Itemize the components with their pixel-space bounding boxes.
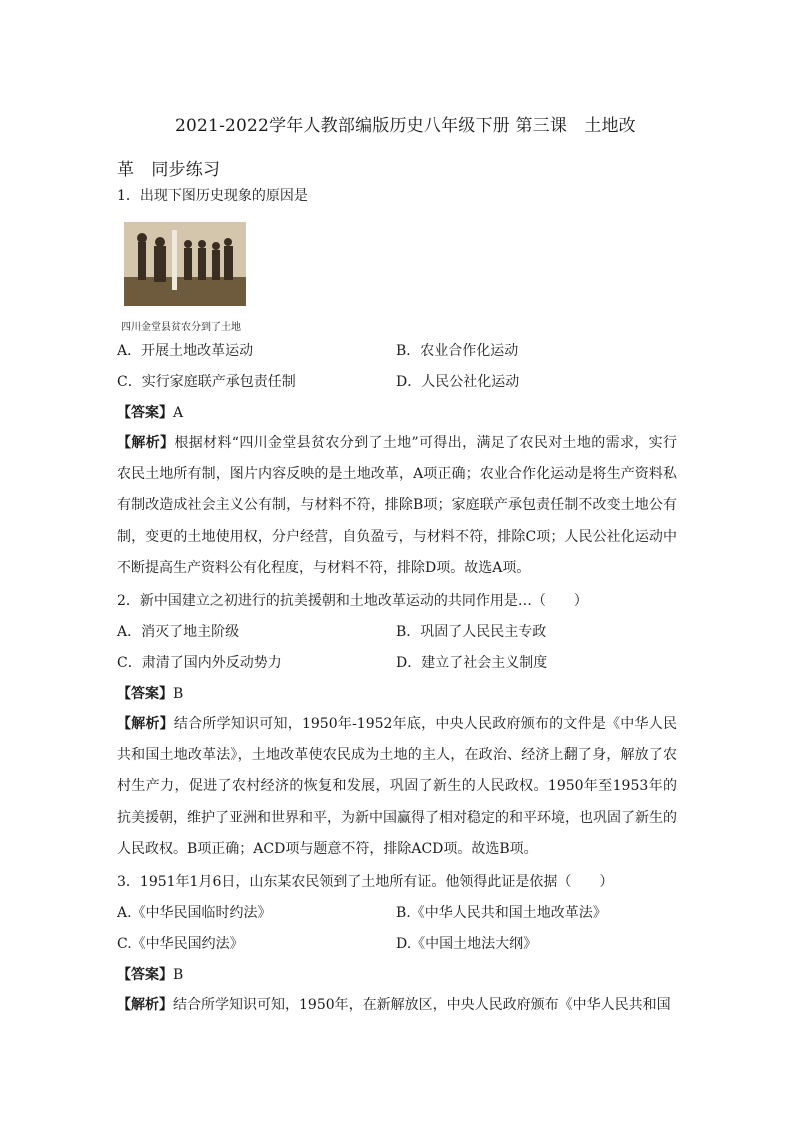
title-line-2: 革 同步练习 [117,160,221,180]
q2-option-a: A．消灭了地主阶级 [117,624,240,640]
q2-option-d: D．建立了社会主义制度 [396,655,548,671]
q2-option-b: B．巩固了人民民主专政 [396,624,547,640]
question-1-stem: 1．出现下图历史现象的原因是 [117,188,308,204]
analysis-label: 【解析】 [117,716,174,732]
q3-option-a: A.《中华民国临时约法》 [117,905,272,921]
q1-option-a: A．开展土地改革运动 [117,343,254,359]
q3-analysis [117,990,677,1021]
document-title [117,104,677,192]
analysis-label: 【解析】 [117,435,175,451]
answer-label: 【答案】 [117,686,173,702]
q1-analysis [117,428,677,584]
q2-option-c: C．肃清了国内外反动势力 [117,655,282,671]
title-line-1: 2021-2022学年人教部编版历史八年级下册 第三课 土地改 [175,116,636,136]
q3-option-c: C.《中华民国约法》 [117,936,244,952]
q2-analysis [117,709,677,865]
analysis-text: 结合所学知识可知，1950年-1952年底，中央人民政府颁布的文件是《中华人民共和国土地改革法》，土地改革使农民成为土地的主人，在政治、经济上翻了身，解放了农村生产力，促进了农村经济的恢复和发展，巩固了新生的人民政权。1950年至1953年的抗美援朝，维护了亚洲和世界和平，为新中国赢得了相对稳定的和平环境，也巩固了新生的人民政权。B项正确；ACD项与题意不符，排除ACD项。故选B项。 [117,716,677,857]
q3-option-b: B.《中华人民共和国土地改革法》 [396,905,607,921]
question-2-stem: 2．新中国建立之初进行的抗美援朝和土地改革运动的共同作用是…（ ） [117,593,588,609]
answer-value: B [173,686,184,702]
q3-option-d: D.《中国土地法大纲》 [396,936,538,952]
q1-option-c: C．实行家庭联产承包责任制 [117,374,296,390]
answer-value: B [173,967,184,983]
photo-caption: 四川金堂县贫农分到了土地 [121,322,241,333]
answer-value: A [173,405,184,421]
farmers-photo-illustration [124,222,246,306]
answer-label: 【答案】 [117,967,173,983]
q1-option-b: B．农业合作化运动 [396,343,519,359]
analysis-text: 根据材料“四川金堂县贫农分到了土地”可得出，满足了农民对土地的需求，实行农民土地所有制，图片内容反映的是土地改革，A项正确；农业合作化运动是将生产资料私有制改造成社会主义公有制，与材料不符，排除B项；家庭联产承包责任制不改变土地公有制，变更的土地使用权，分户经营，自负盈亏，与材料不符，排除C项；人民公社化运动中不断提高生产资料公有化程度，与材料不符，排除D项。故选A项。 [117,435,678,576]
analysis-label: 【解析】 [117,997,173,1013]
historical-photo [124,222,246,306]
answer-label: 【答案】 [117,405,173,421]
q2-answer [117,684,183,704]
q1-answer [117,403,183,423]
q1-option-d: D．人民公社化运动 [396,374,520,390]
question-3-stem: 3．1951年1月6日，山东某农民领到了土地所有证。他领得此证是依据（ ） [117,874,614,890]
analysis-text: 结合所学知识可知，1950年，在新解放区，中央人民政府颁布《中华人民共和国 [173,997,671,1013]
q3-answer [117,965,183,985]
